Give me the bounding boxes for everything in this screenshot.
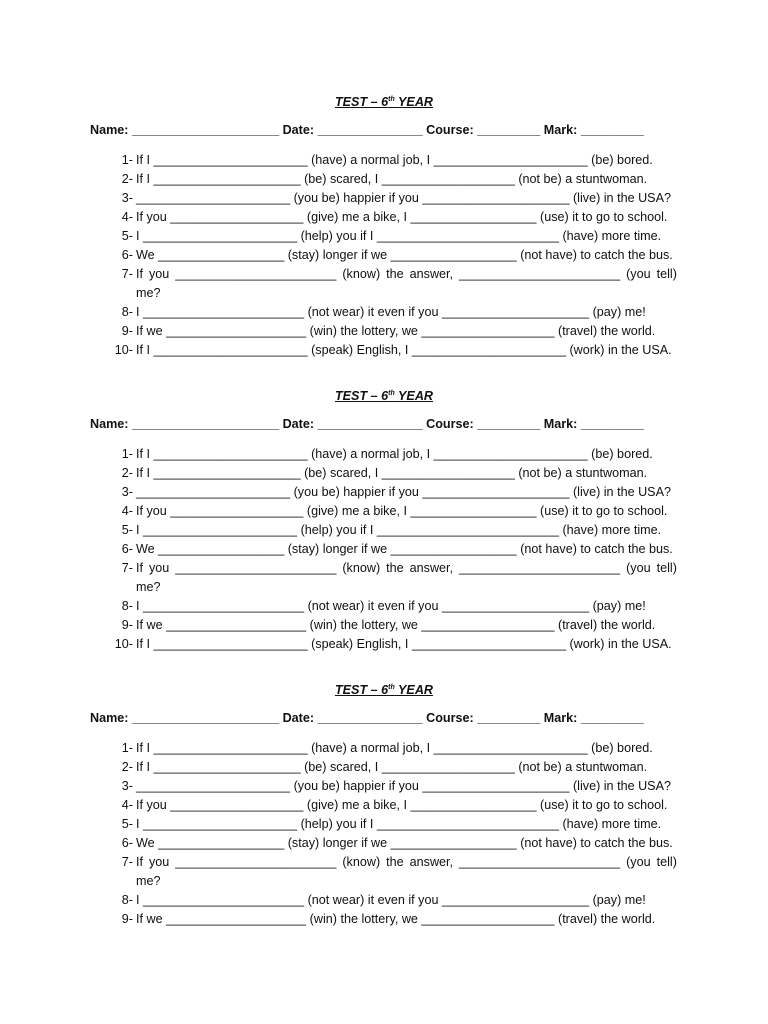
question-number: 6- [121,836,133,850]
question-text: ______________________ (you be) happier if you _____________________ (live) in the USA? [136,779,671,793]
question-item [0,540,768,559]
question-text: We __________________ (stay) longer if we __________________ (not have) to catch the bus. [136,542,673,556]
question-number: 3- [121,485,133,499]
question-number: 4- [121,210,133,224]
question-number: 1- [121,153,133,167]
question-word: (know) [342,561,381,575]
question-word: tell) [656,561,677,575]
question-item [0,151,768,170]
question-number: 1- [121,741,133,755]
question-item [0,502,768,521]
question-item [0,445,768,464]
question-number: 8- [121,305,133,319]
question-text: I ______________________ (help) you if I __________________________ (have) more time. [136,229,662,243]
test-title [0,682,768,698]
question-text [136,853,677,891]
question-item [0,559,768,597]
question-number: 6- [121,542,133,556]
question-item [0,208,768,227]
question-item [0,341,768,360]
question-number: 5- [121,229,133,243]
test-title-tail: YEAR [394,683,434,697]
question-item [0,739,768,758]
question-item [0,891,768,910]
question-word: the [386,267,404,281]
question-text: I _______________________ (not wear) it even if you _____________________ (pay) me! [136,599,646,613]
question-text: We __________________ (stay) longer if we __________________ (not have) to catch the bus. [136,248,673,262]
question-text: If you ___________________ (give) me a bike, I __________________ (use) it to go to school. [136,210,668,224]
question-number: 7- [121,267,133,281]
test-title-tail: YEAR [394,95,434,109]
question-item [0,853,768,891]
question-text: If I ______________________ (speak) English, I ______________________ (work) in the USA. [136,343,672,357]
question-word: you [148,561,170,575]
answer-blank: _______________________ [175,561,337,575]
question-text: If we ____________________ (win) the lottery, we ___________________ (travel) the world. [136,912,656,926]
question-number: 3- [121,191,133,205]
question-item [0,758,768,777]
answer-blank: _______________________ [175,855,337,869]
answer-blank: _______________________ [175,267,337,281]
question-text: If I _____________________ (be) scared, I ___________________ (not be) a stuntwoman. [136,172,648,186]
question-word: answer, [409,267,454,281]
question-line-1 [136,265,677,284]
question-item [0,910,768,929]
question-word: tell) [656,267,677,281]
question-number: 8- [121,893,133,907]
question-item [0,303,768,322]
question-word: answer, [409,561,454,575]
question-text: If I ______________________ (have) a normal job, I ______________________ (be) bored. [136,153,653,167]
answer-blank: _______________________ [459,855,621,869]
question-item [0,322,768,341]
question-text: I _______________________ (not wear) it even if you _____________________ (pay) me! [136,305,646,319]
test-title-sup: th [388,96,395,103]
question-word: (know) [342,267,381,281]
question-number: 7- [121,855,133,869]
test-title-tail: YEAR [394,389,434,403]
student-info-row: Name: _____________________ Date: _______________ Course: _________ Mark: _________ [90,417,644,431]
question-word: If [136,267,143,281]
question-word: (know) [342,855,381,869]
test-title-sup: th [388,684,395,691]
question-number: 2- [121,466,133,480]
test-title-text: TEST – 6 [334,95,389,109]
question-line-2: me? [136,874,161,888]
question-list [0,739,768,929]
question-item [0,464,768,483]
question-text: ______________________ (you be) happier if you _____________________ (live) in the USA? [136,485,671,499]
question-item [0,796,768,815]
question-item [0,777,768,796]
question-word: (you [626,561,651,575]
question-text: I ______________________ (help) you if I __________________________ (have) more time. [136,523,662,537]
test-title [0,388,768,404]
question-item [0,521,768,540]
question-number: 7- [121,561,133,575]
question-text: If I _____________________ (be) scared, I ___________________ (not be) a stuntwoman. [136,466,648,480]
question-text: If you ___________________ (give) me a bike, I __________________ (use) it to go to school. [136,504,668,518]
question-word: you [148,855,170,869]
question-item [0,834,768,853]
question-text [136,559,677,597]
question-text: ______________________ (you be) happier if you _____________________ (live) in the USA? [136,191,671,205]
test-title-text: TEST – 6 [334,683,389,697]
question-number: 4- [121,798,133,812]
test-title [0,94,768,110]
question-item [0,483,768,502]
question-item [0,815,768,834]
question-list [0,151,768,360]
question-item [0,227,768,246]
question-word: (you [626,855,651,869]
question-number: 5- [121,817,133,831]
question-number: 2- [121,172,133,186]
question-number: 4- [121,504,133,518]
question-word: the [386,855,404,869]
question-number: 2- [121,760,133,774]
question-item [0,170,768,189]
question-word: (you [626,267,651,281]
question-word: If [136,561,143,575]
question-number: 8- [121,599,133,613]
question-number: 9- [121,618,133,632]
question-line-2: me? [136,286,161,300]
question-text: If we ____________________ (win) the lottery, we ___________________ (travel) the world. [136,618,656,632]
question-number: 10- [114,343,133,357]
question-number: 5- [121,523,133,537]
question-text: If you ___________________ (give) me a bike, I __________________ (use) it to go to school. [136,798,668,812]
question-text: If I _____________________ (be) scared, I ___________________ (not be) a stuntwoman. [136,760,648,774]
question-text: If I ______________________ (have) a normal job, I ______________________ (be) bored. [136,447,653,461]
question-line-2: me? [136,580,161,594]
question-text: I _______________________ (not wear) it even if you _____________________ (pay) me! [136,893,646,907]
question-item [0,635,768,654]
question-list [0,445,768,654]
question-item [0,616,768,635]
test-title-text: TEST – 6 [334,389,389,403]
question-item [0,597,768,616]
question-line-1 [136,559,677,578]
question-item [0,246,768,265]
question-item [0,189,768,208]
answer-blank: _______________________ [459,267,621,281]
question-text: We __________________ (stay) longer if we __________________ (not have) to catch the bus. [136,836,673,850]
question-text: I ______________________ (help) you if I __________________________ (have) more time. [136,817,662,831]
question-number: 6- [121,248,133,262]
question-item [0,265,768,303]
question-word: tell) [656,855,677,869]
question-number: 10- [114,637,133,651]
question-number: 9- [121,324,133,338]
test-title-sup: th [388,390,395,397]
question-word: the [386,561,404,575]
question-text: If I ______________________ (have) a normal job, I ______________________ (be) bored. [136,741,653,755]
question-number: 1- [121,447,133,461]
question-word: If [136,855,143,869]
answer-blank: _______________________ [459,561,621,575]
question-number: 3- [121,779,133,793]
question-number: 9- [121,912,133,926]
question-line-1 [136,853,677,872]
student-info-row: Name: _____________________ Date: _______________ Course: _________ Mark: _________ [90,711,644,725]
question-word: you [148,267,170,281]
student-info-row: Name: _____________________ Date: _______________ Course: _________ Mark: _________ [90,123,644,137]
question-text [136,265,677,303]
question-text: If I ______________________ (speak) English, I ______________________ (work) in the USA. [136,637,672,651]
question-text: If we ____________________ (win) the lottery, we ___________________ (travel) the world. [136,324,656,338]
question-word: answer, [409,855,454,869]
